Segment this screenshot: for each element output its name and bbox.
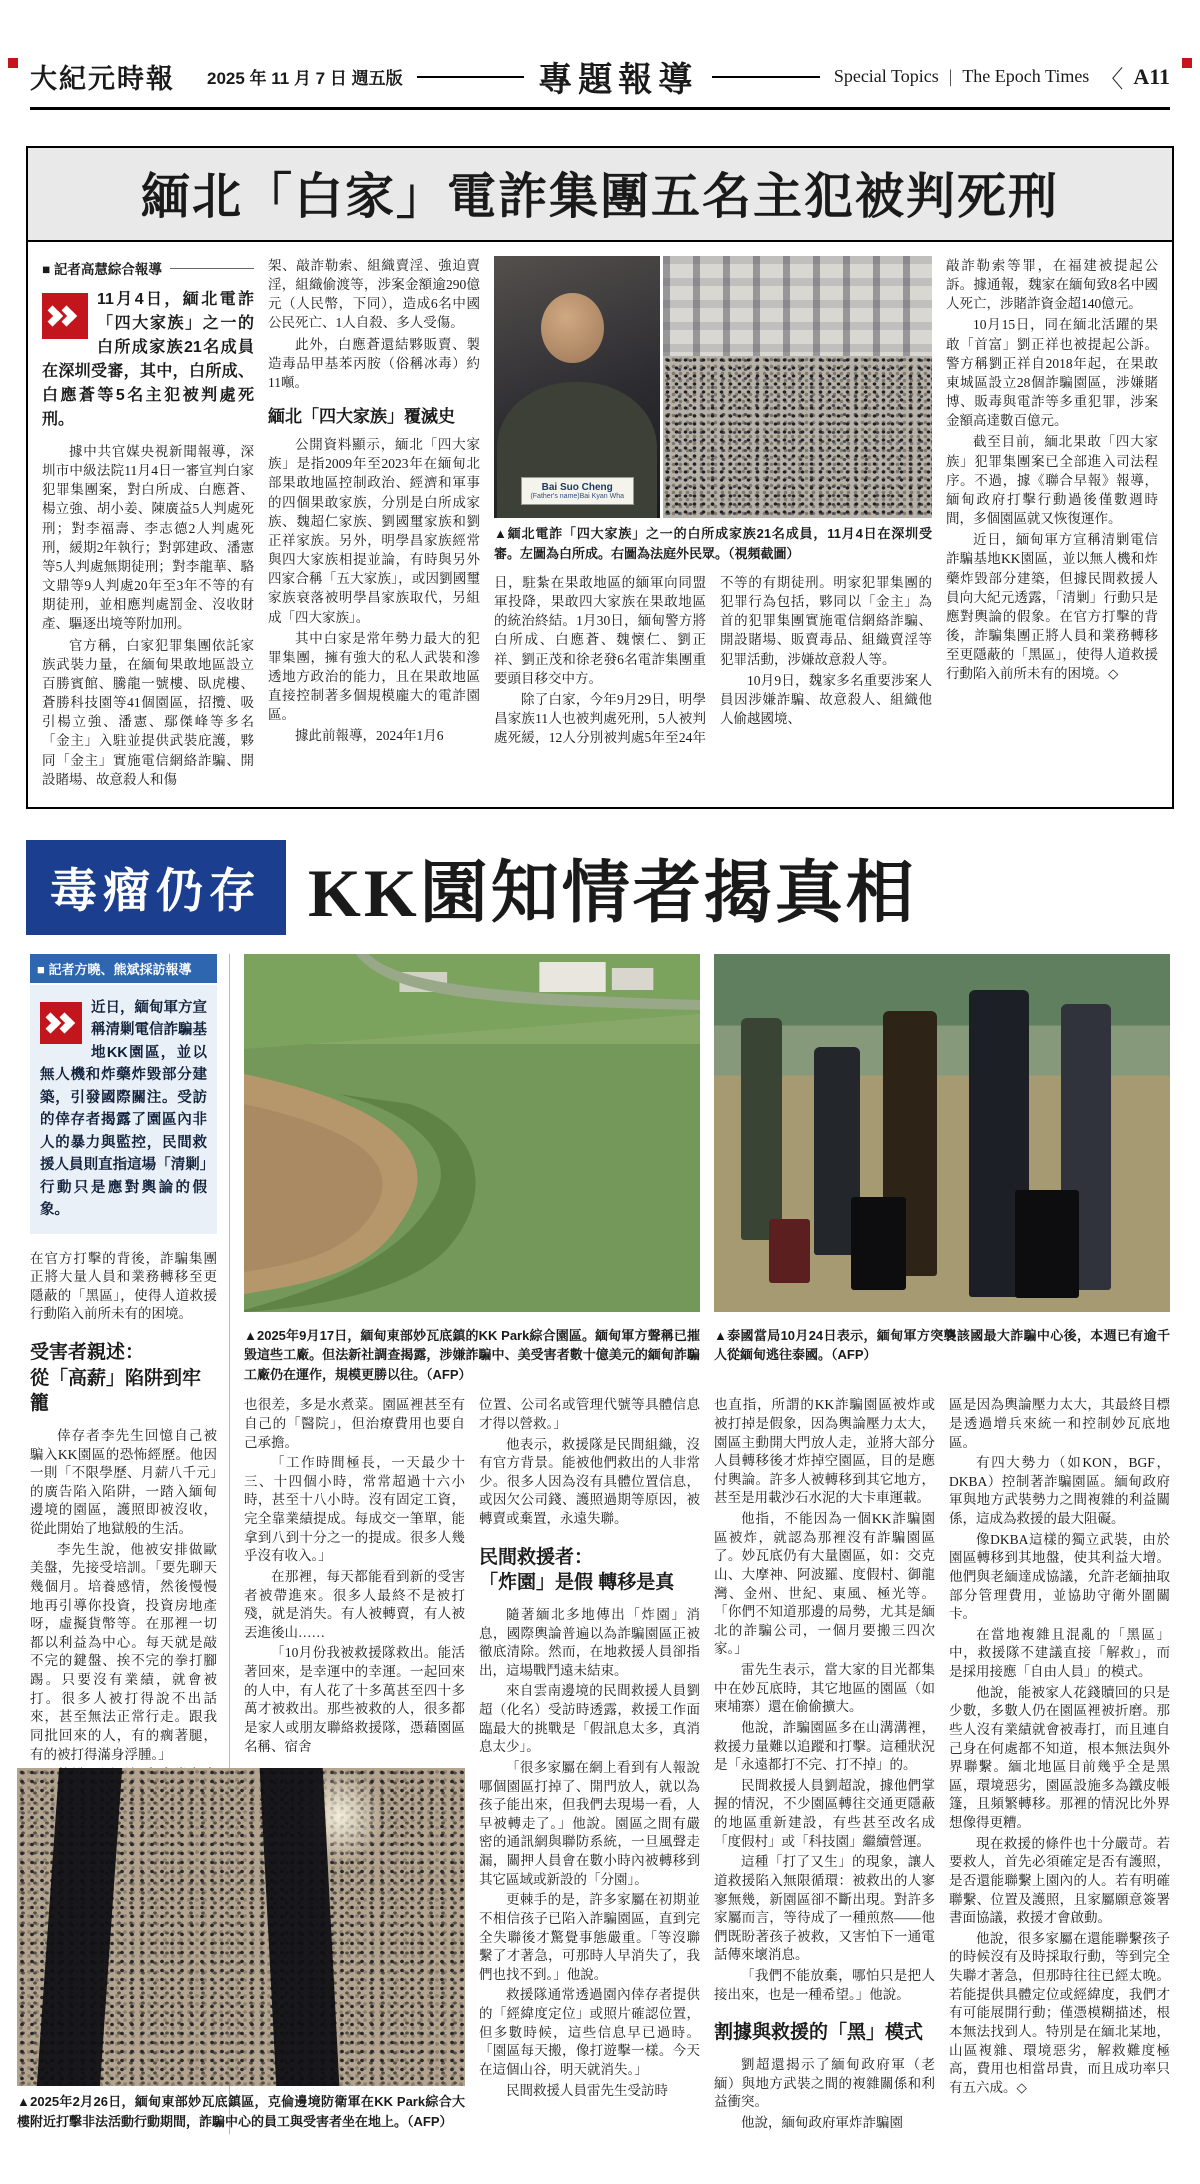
paragraph: 也直指，所謂的KK詐騙園區被炸或被打掉是假象，因為輿論壓力太大，園區主動開大門放人走，並將大部分人員轉移後才炸掉空園區，目的是應付輿論。許多人被轉移到其它地方，甚至是用載沙石水泥的大卡車運載。 (714, 1397, 935, 1506)
article-2-byline: ■ 記者方曉、熊斌採訪報導 (30, 954, 217, 983)
article-1-lead: 11月4日，緬北電詐「四大家族」之一的白所成家族21名成員在深圳受審，其中，白所成、白應蒼等5名主犯被判處死刑。 (42, 291, 254, 428)
paragraph: 「很多家屬在網上看到有人報說哪個園區打掉了、開門放人，就以為孩子能出來，但我們去現場一看，人早被轉走了。」他說。園區之間有嚴密的通訊網與聯防系統，一旦風聲走漏，關押人員會在數小時內被轉移到其它區域或新設的「分園」。 (479, 1759, 700, 1887)
paragraph: 也很差，多是水煮菜。園區裡甚至有自己的「醫院」，但治療費用也要自己承擔。 (244, 1397, 465, 1450)
paragraph: 他說，很多家屬在還能聯繫孩子的時候沒有及時採取行動，等到完全失聯才著急，但那時往往已經太晚。若能提供具體定位或經緯度，我們才有可能展開行動；僅憑模糊描述，根本無法找到人。特別是在緬北某地，山區複雜、環境惡劣，解救難度極高，費用也相當昂貴，而且成功率只有五六成。◇ (949, 1930, 1170, 2095)
paragraph: 位置、公司名或管理代號等具體信息才得以營救。」 (479, 1397, 700, 1431)
red-arrow-icon (42, 293, 88, 339)
article-2-subhead-black-mode: 割據與救援的「黑」模式 (714, 2022, 924, 2044)
crop-mark (8, 58, 18, 68)
face-shape (541, 293, 604, 364)
article-1-body (28, 242, 1172, 807)
article-2-col-c (479, 1396, 700, 2134)
paragraph: 官方稱，白家犯罪集團依託家族武裝力量，在緬甸果敢地區設立百勝賓館、騰龍一號樓、臥虎樓、蒼勝科技園等41個園區，招攬、吸引楊立強、潘憲、鄢傑峰等多名「金主」入駐並提供武裝庇護，夥同「金主」實施電信網絡詐騙、開設賭場、故意殺人和傷 (42, 637, 254, 787)
paragraph: 他表示，救援隊是民間組織，沒有官方背景。能被他們救出的人非常少。很多人因為沒有具體位置信息，或因欠公司錢、護照過期等原因，被轉賣或棄置，永遠失聯。 (479, 1436, 700, 1527)
paragraph: 來自雲南邊境的民間救援人員劉超（化名）受訪時透露，救援工作面臨最大的挑戰是「假訊息太多，真消息太少」。 (479, 1683, 700, 1755)
id-card-name: Bai Suo Cheng (541, 481, 613, 493)
crowd-texture (663, 356, 932, 518)
paragraph: 日，駐紮在果敢地區的緬軍向同盟軍投降，果敢四大家族在果敢地區的統治終結。1月30日，緬甸警方將白所成、白應蒼、魏懷仁、劉正祥、劉正茂和徐老發6名電詐集團重要頭目移交中方。 (494, 575, 706, 686)
building-windows (663, 256, 932, 361)
paragraph: 救援隊通常透過園內倖存者提供的「經緯度定位」或照片確認位置，但多數時候，這些信息早已過時。「園區每天搬，像打遊擊一樣。今天在這個山谷，明天就消失。」 (479, 1987, 700, 2077)
paragraph: 民間救援人員雷先生受訪時 (506, 2082, 668, 2098)
luggage (769, 1219, 810, 1283)
paragraph: 在當地複雜且混亂的「黑區」中，救援隊不建議直接「解救」，而是採用接應「自由人員」的模式。 (949, 1626, 1170, 1680)
courtyard-crowd-photo (663, 256, 932, 518)
article-1-col-2 (268, 256, 480, 791)
paragraph: 李先生說，他被安排做歐美盤，先接受培訓。「要先聊天幾個月。培養感情，然後慢慢地再引導你投資，投資房地產呀，虛擬貨幣等。在那裡一切都以利益為中心。每天就是敲不完的鍵盤、挨不完的拳打腳踢。只要沒有業績，就會被打。很多人被打得說不出話來，甚至無法正常行走。跟我同批回來的人，有的瘸著腿，有的被打得滿身浮腫。」 (30, 1541, 217, 1762)
article-1-headline: 緬北「白家」電詐集團五名主犯被判死刑 (28, 148, 1172, 242)
crop-mark (1182, 58, 1192, 68)
paragraph: 在那裡，每天都能看到新的受害者被帶進來。很多人最終不是被打殘，就是消失。有人被轉賣，有人被丟進後山…… (244, 1568, 465, 1640)
id-card-subtext: (Father's name)Bai Kyan Wha (530, 492, 624, 500)
paragraph: 截至目前，緬北果敢「四大家族」犯罪集團案已全部進入司法程序。不過，據《聯合早報》報導，緬甸政府打擊行動過後僅數週時間，多個園區就又恢復運作。 (946, 434, 1158, 527)
luggage (851, 1197, 906, 1290)
separator: | (948, 66, 953, 86)
paragraph: 他指，不能因為一個KK詐騙園區被炸，就認為那裡沒有詐騙園區了。妙瓦底仍有大量園區，如：交克山、大摩神、阿波羅、度假村、御龍灣、金州、世紀、東風、極光等。「你們不知道那邊的局勢，尤其是緬北的詐騙公司，一個月要搬三四次家。」 (714, 1511, 935, 1657)
fence-bar (37, 1768, 123, 2086)
paragraph: 除了白家，今年9月29日，明學昌家族11人也被判處死刑，5人被判處死緩，12人分別被判處5年至24年不等的有期徒刑。明家犯罪集團的犯罪行為包括，夥同以「金主」為首的犯罪集團實施電信網絡詐騙、開設賭場、販賣毒品、組織賣淫等犯罪活動，涉嫌故意殺人等。 (494, 575, 932, 746)
aerial-photo-kk-park (244, 954, 700, 1312)
article-1-byline: ■ 記者高慧綜合報導 (42, 258, 254, 278)
defendant-photo (494, 256, 660, 518)
divider-rule (712, 76, 820, 78)
paragraph: 他說，緬甸政府軍炸詐騙園 (741, 2114, 903, 2130)
fence-photo-block (17, 1768, 465, 2131)
paragraph: 架、敲詐勒索、組織賣淫、強迫賣淫，組織偷渡等，涉案金額逾290億元（人民幣，下同），造成6名中國公民死亡、1人自殺、多人受傷。 (268, 258, 480, 331)
paragraph: 現在救援的條件也十分嚴苛。若要救人，首先必須確定是否有護照，是否還能聯繫上園內的人。若有明確聯繫、位置及護照，且家屬願意簽署書面協議，救援才會啟動。 (949, 1835, 1170, 1926)
article-2-subhead-rescuer: 民間救援者： 「炸園」是假 轉移是真 (479, 1546, 675, 1594)
red-arrow-icon (40, 1002, 82, 1044)
edition-date: 2025 年 11 月 7 日 週五版 (207, 69, 403, 88)
river-photo-caption: ▲泰國當局10月24日表示，緬甸軍方突襲該國最大詐騙中心後，本週已有逾千人從緬甸逃往泰國。（AFP） (714, 1327, 1170, 1363)
paragraph: 其中白家是常年勢力最大的犯罪集團，擁有強大的私人武裝和滲透地方政治的能力，且在果敢地區直接控制著多個規模龐大的電詐園區。 (268, 630, 480, 723)
paragraph: 劉超還揭示了緬甸政府軍（老緬）與地方武裝之間的複雜關係和利益衝突。 (714, 2056, 935, 2110)
article-1-col-5 (946, 256, 1158, 791)
section-title: 專題報導 (538, 62, 699, 99)
article-2-lead-box: 近日，緬甸軍方宣稱清剿電信詐騙基地KK園區，並以無人機和炸藥炸毀部分建築，引發國際關注。受訪的倖存者揭露了園區內非人的暴力與監控，民間救援人員則直指這場「清剿」行動只是應對輿論的假象。 (30, 985, 217, 1234)
article-2-headline-row (26, 839, 1174, 936)
masthead-right (834, 59, 1170, 94)
masthead (30, 52, 1170, 110)
paragraph: 雷先生表示，當大家的目光都集中在妙瓦底時，其它地區的園區（如柬埔寨）還在偷偷擴大。 (714, 1662, 935, 1715)
article-1-col-1 (42, 256, 254, 791)
photo-caption: ▲緬北電詐「四大家族」之一的白所成家族21名成員，11月4日在深圳受審。左圖為白所成。右圖為法庭外民眾。（視頻截圖） (494, 526, 932, 561)
article-2-kicker: 毒瘤仍存 (26, 840, 286, 935)
paragraph: 像DKBA這樣的獨立武裝，由於園區轉移到其地盤，使其利益大增。他們與老緬達成協議，允許老緬抽取部分管理費用，並協助守衛外圍關卡。 (949, 1531, 1170, 1622)
luggage (1015, 1190, 1079, 1297)
article-2-subhead-victim: 受害者親述： 從「高薪」陷阱到牢籠 (30, 1342, 202, 1415)
paragraph: 更棘手的是，許多家屬在初期並不相信孩子已陷入詐騙園區，直到完全失聯後才驚覺事態嚴重。「等沒聯繫了才著急，可那時人早消失了，我們也找不到。」他說。 (479, 1892, 700, 1982)
paragraph: 倖存者李先生回憶自己被騙入KK園區的恐怖經歷。他因一則「不限學歷、月薪八千元」的廣告陷入陷阱，一踏入緬甸邊境的園區，護照即被沒收，從此開始了地獄般的生活。 (30, 1427, 217, 1537)
article-1-mid-text (494, 573, 932, 747)
paragraph: 他說，詐騙園區多在山溝溝裡，救援力量難以追蹤和打擊。這種狀況是「永遠都打不完、打不掉」的。 (714, 1719, 935, 1773)
page-number: A11 (1133, 63, 1171, 89)
paragraph: 近日，緬甸軍方宣稱清剿電信詐騙基地KK園區，並以無人機和炸藥炸毀部分建築，但據民間救援人員向大紀元透露，「清剿」行動只是應對輿論的假象。在官方打擊的背後，詐騙集團正將人員和業務轉移至更隱蔽的「黑區」，使得人道救援行動陷入前所未有的困境。◇ (946, 532, 1158, 682)
paragraph: 民間救援人員劉超說，據他們掌握的情況，不少園區轉往交通更隱蔽的地區重新建設，有些甚至改名成「度假村」或「科技園」繼續營運。 (714, 1777, 935, 1849)
paragraph: 區是因為輿論壓力太大，其最終目標是透過增兵來統一和控制妙瓦底地區。 (949, 1397, 1170, 1450)
paragraph: 敲詐勒索等罪，在福建被提起公訴。據通報，魏家在緬甸致8名中國人死亡，涉賭詐資金超140億元。 (946, 258, 1158, 312)
paragraph: 10月9日，魏家多名重要涉案人員因涉嫌詐騙、故意殺人、組織他人偷越國境、 (720, 672, 932, 727)
article-2-col-d (714, 1396, 935, 2134)
angle-icon: 〈 (1099, 67, 1124, 93)
fence-photo-caption: ▲2025年2月26日，緬甸東部妙瓦底鎮區，克倫邊境防衛軍在KK Park綜合大樓附近打擊非法活動行動期間，詐騙中心的員工與受害者坐在地上。（AFP） (17, 2094, 465, 2129)
paragraph: 據中共官媒央視新聞報導，深圳市中級法院11月4日一審宣判白家犯罪集團案，對白所成、白應蒼、楊立強、胡小姜、陳廣益5人判處死刑；對李福壽、李志德2人判處死刑，緩期2年執行；對郭建政、潘憲等5人判處無期徒刑；對李龍華、駱文鼎等9人判處20年至3年不等的有期徒刑，並相應判處罰金、沒收財產、驅逐出境等附加刑。 (42, 444, 254, 632)
brand-en: The Epoch Times (962, 66, 1090, 86)
river-escape-photo (714, 954, 1170, 1312)
paragraph: 「我們不能放棄，哪怕只是把人接出來，也是一種希望。」他說。 (714, 1968, 935, 2002)
paragraph: 此外，白應蒼還結夥販賣、製造毒品甲基苯丙胺（俗稱冰毒）約11噸。 (268, 336, 480, 390)
paragraph: 在官方打擊的背後，詐騙集團正將大量人員和業務轉移至更隱蔽的「黑區」，使得人道救援行動陷入前所未有的困境。 (30, 1250, 217, 1322)
aerial-photo-caption: ▲2025年9月17日，緬甸東部妙瓦底鎮的KK Park綜合園區。緬甸軍方聲稱已摧毀這些工廠。但法新社調查揭露，涉嫌詐騙中、美受害者數十億美元的緬甸詐騙工廠仍在運作，規模更勝以往。（AFP） (244, 1327, 700, 1382)
article-2-headline: KK園知情者揭真相 (308, 854, 917, 931)
soldier-figure (741, 1018, 782, 1240)
paragraph: 隨著緬北多地傳出「炸園」消息，國際輿論普遍以為詐騙園區正被徹底清除。然而，在地救援人員卻指出，這場戰鬥遠未結束。 (479, 1606, 700, 1678)
paragraph: 「10月份我被救援隊救出。能活著回來，是幸運中的幸運。一起回來的人中，有人花了十多萬甚至四十多萬才被救出。那些被救的人，很多都是家人或朋友聯絡救援隊，憑藉園區名稱、宿舍 (244, 1645, 465, 1754)
section-title-en: Special Topics (833, 66, 939, 86)
divider-rule (417, 76, 525, 78)
paragraph: 他說，能被家人花錢贖回的只是少數，多數人仍在園區裡被折磨。那些人沒有業績就會被毒打，而且連自己身在何處都不知道，根本無法與外界聯繫。緬北地區目前幾乎全是黑區，環境惡劣，園區設施多為鐵皮帳篷，且頻繁轉移。那裡的情況比外界想像得更糟。 (949, 1684, 1170, 1831)
court-photos (494, 256, 932, 518)
aerial-photo-graphic (244, 954, 700, 1312)
paragraph: 有四大勢力（如KON，BGF，DKBA）控制著詐騙園區。緬甸政府軍與地方武裝勢力之間複雜的利益關係，這成為救援的最大阻礙。 (949, 1455, 1170, 1527)
paragraph: 10月15日，同在緬北活躍的果敢「首富」劉正祥也被提起公訴。警方稱劉正祥自2018年起，在果敢東城區設立28個詐騙園區，涉嫌賭博、販毒與電詐等多重犯罪，涉案金額高達數百億元。 (946, 317, 1158, 429)
paragraph: 這種「打了又生」的現象，讓人道救援陷入無限循環：被救出的人寥寥無幾，新園區卻不斷出現。對許多家屬而言，等待成了一種煎熬——他們既盼著孩子被救，又害怕下一通電話傳來壞消息。 (714, 1854, 935, 1963)
article-2-body (17, 954, 1170, 2135)
paragraph: 據此前報導，2024年1月6 (295, 728, 444, 744)
paragraph: 公開資料顯示，緬北「四大家族」是指2009年至2023年在緬甸北部果敢地區控制政治、經濟和軍事的四個果敢家族，分別是白所成家族、魏超仁家族、劉國璽家族和劉正祥家族。另外，明學昌家族經常與四大家族相提並論，有時與另外四家合稱「五大家族」，或因劉國璽家族衰落被明學昌家族取代，另組成「四大家族」。 (268, 437, 480, 625)
paragraph: 「工作時間極長，一天最少十三、十四個小時，常常超過十六小時，甚至十八小時。沒有固定工資，完全靠業績提成。每成交一筆單，能拿到八到十分之一的提成。很多人幾乎沒有收入。」 (244, 1455, 465, 1564)
newspaper-logo: 大紀元時報 (30, 64, 175, 94)
article-1-subhead: 緬北「四大家族」覆滅史 (268, 407, 455, 427)
article-1 (26, 146, 1174, 809)
id-card (521, 477, 634, 505)
article-1-photo-block (494, 256, 932, 791)
fence-crowd-photo (17, 1768, 465, 2086)
article-2-col-e (949, 1396, 1170, 2134)
